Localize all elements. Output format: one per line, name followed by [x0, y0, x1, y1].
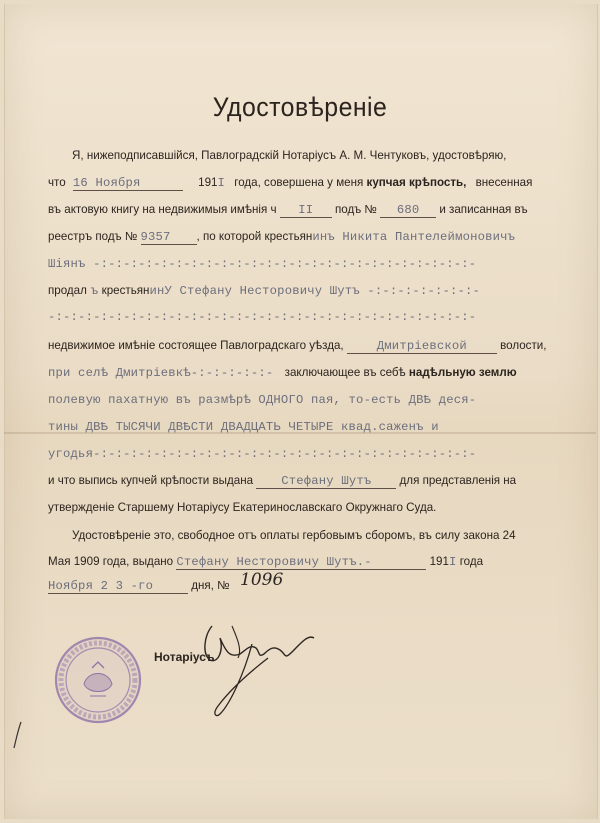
text: въ актовую книгу на недвижимыя имѣнія ч — [48, 203, 277, 216]
line-6 — [48, 284, 480, 298]
line-16 — [48, 555, 483, 570]
text: заключающее въ себѣ — [284, 366, 406, 379]
year-suffix: I — [448, 555, 457, 569]
text: и записанная въ — [439, 203, 528, 216]
part-typed: II — [280, 203, 332, 218]
text: Мая 1909 года, выдано — [48, 555, 174, 568]
text: и что выпись купчей крѣпости выдана — [48, 474, 254, 487]
line-15: Удостовѣреніе это, свободное отъ оплаты гербовымъ сборомъ, въ силу закона 24 — [72, 529, 516, 542]
text: года — [459, 555, 484, 568]
text: волости, — [500, 339, 547, 352]
land-type: надѣльную землю — [408, 366, 517, 379]
typed: ъ — [90, 284, 99, 298]
issue-date-typed: Ноября 2 3 -го — [48, 579, 188, 594]
notary-label: Нотаріусъ — [154, 650, 215, 664]
line-14: утвержденіе Старшему Нотаріусу Екатеринославскаго Окружнаго Суда. — [48, 501, 437, 514]
registry-typed: 9357 — [141, 230, 197, 245]
text: что — [48, 176, 66, 189]
deed-type: купчая крѣпость, — [366, 176, 467, 189]
line-13 — [48, 474, 516, 489]
pencil-mark — [12, 720, 24, 750]
text: недвижимое имѣніе состоящее Павлоградскаго уѣзда, — [48, 339, 344, 352]
volost-typed: Дмитріевской — [347, 339, 497, 354]
text: крестьян — [101, 284, 150, 297]
line-8 — [48, 339, 546, 354]
village-typed: при селѣ Дмитріевкѣ-:-:-:-:-:- — [48, 366, 274, 380]
text: , по которой крестьян — [196, 230, 313, 243]
line-9 — [48, 366, 517, 380]
text: года, совершена у меня — [234, 176, 364, 189]
text: продал — [48, 284, 87, 297]
recipient-typed: Стефану Шутъ — [256, 474, 396, 489]
number-typed: 680 — [380, 203, 436, 218]
text: для представленія на — [399, 474, 517, 487]
buyer-typed: инУ Стефану Несторовичу Шутъ -:-:-:-:-:-:-:- — [149, 284, 481, 298]
year-prefix: 191 — [198, 176, 218, 189]
line-10: полевую пахатную въ размѣрѣ ОДНОГО пая, то-есть ДВѢ деся- — [48, 393, 477, 407]
line-11: тины ДВѢ ТЫСЯЧИ ДВѢСТИ ДВАДЦАТЬ ЧЕТЫРЕ квад.саженъ и — [48, 420, 439, 434]
document-number-handwritten: 1096 — [240, 570, 284, 590]
text: 191 — [429, 555, 449, 568]
date-typed: 16 Ноября — [73, 176, 183, 191]
text: реестръ подъ № — [48, 230, 138, 243]
seller-typed: инъ Никита Пантелеймоновичъ — [312, 230, 516, 244]
notary-seal — [52, 634, 144, 726]
text: внесенная — [475, 176, 533, 189]
line-17 — [48, 579, 230, 594]
text: подъ № — [334, 203, 377, 216]
notary-signature — [190, 614, 330, 724]
year-suffix: I — [217, 176, 225, 190]
issued-to-typed: Стефану Несторовичу Шутъ.- — [176, 555, 426, 570]
line-7: -:-:-:-:-:-:-:-:-:-:-:-:-:-:-:-:-:-:-:-:-:-:-:-:-:-:-:-:- — [48, 310, 477, 324]
line-3 — [48, 203, 528, 218]
line-2 — [48, 176, 532, 191]
line-5: Шiянъ -:-:-:-:-:-:-:-:-:-:-:-:-:-:-:-:-:-:-:-:-:-:-:-:-:- — [48, 257, 477, 271]
line-4 — [48, 230, 515, 245]
text: дня, № — [191, 579, 230, 592]
line-1: Я, нижеподписавшійся, Павлоградскій Нотаріусъ А. М. Чентуковъ, удостовѣряю, — [72, 149, 507, 162]
line-12: угодья-:-:-:-:-:-:-:-:-:-:-:-:-:-:-:-:-:-:-:-:-:-:-:-:-:- — [48, 447, 477, 461]
document-title: Удостовѣреніе — [212, 92, 388, 122]
